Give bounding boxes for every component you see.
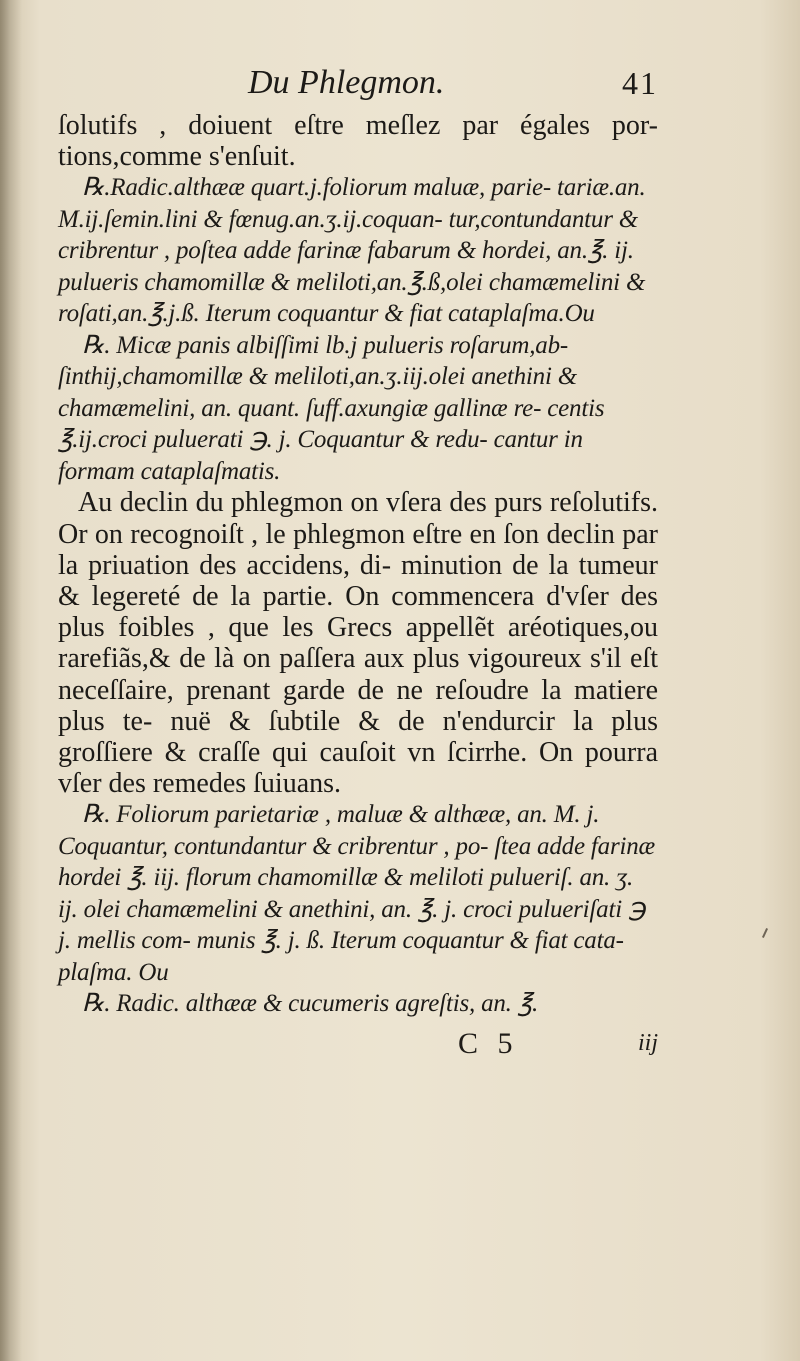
gutter-shadow: [0, 0, 22, 1361]
recipe-3: ℞. Foliorum parietariæ , maluæ & althææ, an. M. j. Coquantur, contundantur & cribrentur , po- ſtea adde farinæ hordei ℥. iij. florum chamomillæ & meliloti pulueriſ. an. ʒ. ij. olei chamæmelini & anethini, an. ℥. j. croci pulueriſati ℈ j. mellis com- munis ℥. j. ß. Iterum coquantur & fiat cata- plaſma. Ou: [58, 801, 655, 986]
ink-speck: [762, 928, 768, 938]
recipe-2: ℞. Micæ panis albiſſimi lb.j pulueris roſarum,ab- ſinthij,chamomillæ & meliloti,an.ʒ.iij.olei anethini & chamæmelini, an. quant. ſuff.axungiæ gallinæ re- centis ℥.ij.croci puluerati ℈. j. Coquantur & redu- cantur in formam cataplaſmatis.: [58, 331, 605, 485]
page-header: [58, 62, 658, 110]
main-paragraph: Au declin du phlegmon on vſera des purs reſolutifs. Or on recognoiſt , le phlegmon eſtre en ſon declin par la priuation des accidens, di- minution de la tumeur & legereté de la partie. On commencera d'vſer des plus foibles , que les Grecs appellẽt aréotiques,ou rarefiãs,& de là on paſſera aux plus vigoureux s'il eſt neceſſaire, prenant garde de ne reſoudre la matiere plus te- nuë & ſubtile & de n'endurcir la plus groſſiere & craſſe qui cauſoit vn ſcirrhe. On pourra vſer des remedes ſuiuans.: [58, 487, 658, 800]
page-number: 41: [622, 65, 658, 101]
running-head: Du Phlegmon.: [248, 64, 445, 101]
opening-paragraph: ſolutifs , doiuent eſtre meſlez par égales por- tions,comme s'enſuit.: [58, 110, 658, 173]
page-footer: [58, 1028, 658, 1068]
recipe-1: ℞.Radic.althææ quart.j.foliorum maluæ, parie- tariæ.an. M.ij.ſemin.lini & fœnug.an.ʒ.ij.coquan- tur,contundantur & cribrentur , poſtea adde farinæ fabarum & hordei, an.℥. ij. pulueris chamomillæ & meliloti,an.℥.ß,olei chamæmelini & roſati,an.℥.j.ß. Iterum coquantur & fiat cataplaſma.Ou: [58, 174, 646, 328]
signature-mark: C 5: [458, 1026, 519, 1060]
page-text-block: [58, 62, 658, 1068]
catchword: iij: [637, 1029, 658, 1056]
recipe-4-start: ℞. Radic. althææ & cucumeris agreſtis, an. ℥.: [82, 990, 539, 1018]
